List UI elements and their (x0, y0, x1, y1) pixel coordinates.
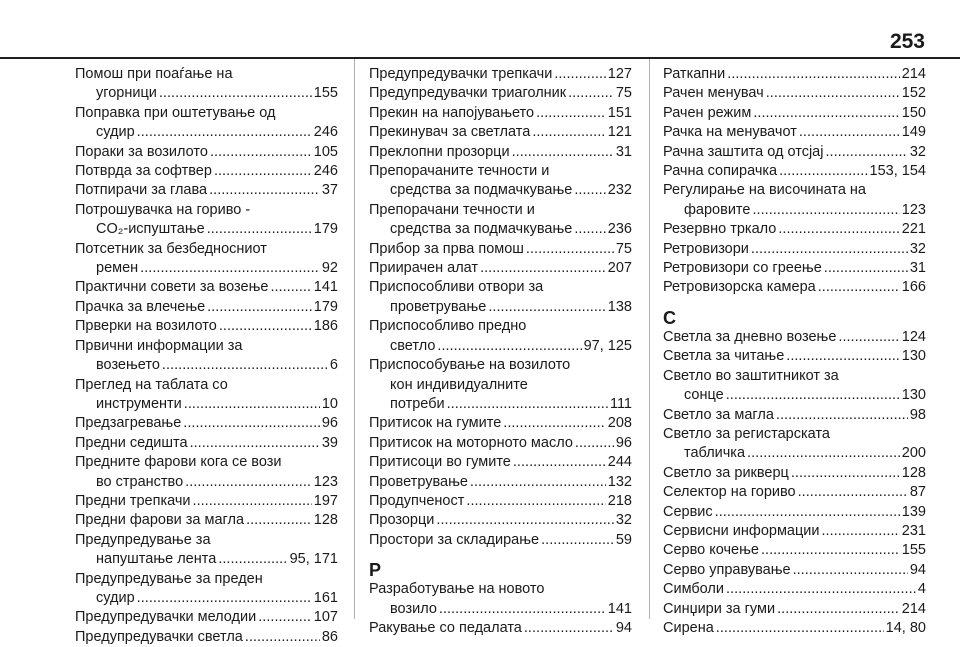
leader-dots (270, 278, 311, 297)
index-entry (369, 143, 632, 162)
leader-dots (798, 483, 908, 502)
entry-text: Светло за регистарската (663, 425, 830, 442)
leader-dots (466, 492, 605, 511)
index-entry (369, 453, 632, 472)
entry-text: напуштање лента (96, 551, 217, 568)
entry-text: сонце (684, 387, 724, 404)
index-entry (75, 337, 338, 376)
index-entry (75, 143, 338, 162)
entry-text: Сервисни информации (663, 522, 820, 539)
leader-dots (822, 522, 900, 541)
index-entry (75, 628, 338, 647)
page-ref: 179 (313, 298, 338, 315)
index-entry (663, 561, 926, 580)
leader-dots (524, 619, 614, 638)
leader-dots (776, 406, 908, 425)
entry-text: Предните фарови кога се вози (75, 454, 282, 471)
index-entry (663, 143, 926, 162)
leader-dots (838, 328, 899, 347)
leader-dots (747, 444, 900, 463)
leader-dots (574, 220, 605, 239)
index-entry (663, 84, 926, 103)
entry-text: Раткапни (663, 66, 726, 82)
page-ref: 10 (321, 395, 338, 412)
page-ref: 130 (901, 348, 926, 365)
index-entry (663, 541, 926, 560)
entry-text: проветрување (390, 298, 487, 315)
entry-text: Рачка на менувачот (663, 124, 797, 141)
leader-dots (824, 259, 908, 278)
index-entry (369, 619, 632, 638)
index-entry (663, 65, 926, 84)
page-ref: 161 (313, 589, 338, 606)
leader-dots (207, 220, 312, 239)
leader-dots (766, 84, 900, 103)
entry-text: Поправка при оштетување од (75, 104, 276, 121)
entry-text: Предупредување за (75, 531, 211, 548)
page-ref: 153, 154 (869, 163, 926, 180)
entry-text: Светла за читање (663, 348, 785, 365)
leader-dots (818, 278, 900, 297)
entry-text: Прачка за влечење (75, 298, 206, 315)
page-ref: 128 (901, 464, 926, 481)
leader-dots (193, 492, 312, 511)
page-ref: 107 (313, 609, 338, 626)
leader-dots (436, 511, 613, 530)
index-entry (663, 240, 926, 259)
index-entry (663, 503, 926, 522)
page-ref: 87 (909, 484, 926, 501)
leader-dots (183, 414, 320, 433)
entry-text: во странство (96, 473, 184, 490)
leader-dots (541, 531, 614, 550)
leader-dots (470, 473, 606, 492)
index-entry (369, 580, 632, 619)
page-ref: 186 (313, 318, 338, 335)
index-entry (75, 453, 338, 492)
entry-text: Приспособливи отвори за (369, 279, 544, 296)
page-ref: 31 (615, 143, 632, 160)
entry-text: Потврда за софтвер (75, 163, 212, 180)
entry-text: Светло во заштитникот за (663, 367, 839, 384)
index-entry (75, 298, 338, 317)
page-ref: 94 (909, 561, 926, 578)
entry-text: Серво управување (663, 561, 791, 578)
leader-dots (219, 317, 312, 336)
entry-text: Потрошувачка на гориво - (75, 201, 251, 218)
leader-dots (184, 395, 320, 414)
entry-text: Симболи (663, 581, 724, 598)
leader-dots (778, 220, 899, 239)
index-entry (369, 414, 632, 433)
entry-text: Предупредувачки триаголник (369, 85, 567, 102)
entry-text: Предупредувачки трепкачи (369, 66, 553, 82)
entry-text: Серво кочење (663, 542, 759, 559)
index-entry (663, 181, 926, 220)
leader-dots (258, 608, 312, 627)
page-ref: 197 (313, 492, 338, 509)
index-entry (663, 580, 926, 599)
page-ref: 37 (321, 182, 338, 199)
index-entry (663, 328, 926, 347)
entry-text: Практични совети за возење (75, 279, 269, 296)
page-ref: 246 (313, 163, 338, 180)
leader-dots (190, 434, 320, 453)
index-entry (75, 376, 338, 415)
entry-text: Прозорци (369, 512, 435, 529)
index-entry (75, 608, 338, 627)
entry-text: Резервно тркало (663, 221, 777, 238)
leader-dots (825, 143, 907, 162)
page-ref: 155 (313, 85, 338, 102)
page-ref: 149 (901, 124, 926, 141)
index-entry (75, 201, 338, 240)
index-entry (663, 406, 926, 425)
page-ref: 123 (901, 201, 926, 218)
index-entry (75, 65, 338, 104)
page-ref: 123 (313, 473, 338, 490)
index-entry (369, 123, 632, 142)
page-ref: 244 (607, 454, 632, 471)
leader-dots (777, 600, 900, 619)
entry-text: светло (390, 337, 436, 354)
leader-dots (786, 347, 900, 366)
index-column-2 (369, 65, 632, 638)
index-entry (369, 356, 632, 414)
leader-dots (437, 337, 581, 356)
leader-dots (439, 600, 606, 619)
entry-text: Притисоци во гумите (369, 454, 511, 471)
entry-text: Помош при поаѓање на (75, 66, 233, 82)
entry-text: средства за подмачкување (390, 221, 573, 238)
leader-dots (488, 298, 605, 317)
index-entry (75, 531, 338, 570)
leader-dots (726, 580, 916, 599)
entry-text: Препорачаните течности и (369, 163, 550, 180)
entry-text: Сирена (663, 619, 714, 636)
leader-dots (753, 104, 899, 123)
index-entry (75, 278, 338, 297)
index-entry (663, 347, 926, 366)
index-entry (75, 181, 338, 200)
page-ref: 221 (901, 221, 926, 238)
entry-text: Притисок на моторното масло (369, 434, 573, 451)
page-ref: 94 (615, 619, 632, 636)
entry-text: Потсетник за безбедносниот (75, 240, 267, 257)
page-ref: 150 (901, 104, 926, 121)
entry-text: CO₂-испуштање (96, 221, 205, 238)
index-entry (369, 240, 632, 259)
entry-text: Предни седишта (75, 434, 188, 451)
leader-dots (185, 473, 312, 492)
page-ref: 105 (313, 143, 338, 160)
entry-text: возењето (96, 357, 160, 374)
leader-dots (554, 65, 605, 84)
index-entry (663, 464, 926, 483)
index-entry (75, 317, 338, 336)
entry-text: Рачен режим (663, 104, 752, 121)
page-ref: 96 (615, 434, 632, 451)
leader-dots (574, 181, 605, 200)
entry-text: Светло за магла (663, 406, 774, 423)
entry-text: фаровите (684, 201, 751, 218)
page-ref: 14, 80 (885, 619, 926, 636)
entry-text: Предупредување за преден (75, 570, 263, 587)
leader-dots (568, 84, 614, 103)
entry-text: Препорачани течности и (369, 201, 535, 218)
index-entry (369, 492, 632, 511)
leader-dots (137, 589, 312, 608)
page-ref: 121 (607, 124, 632, 141)
leader-dots (512, 143, 614, 162)
entry-text: возило (390, 600, 437, 617)
leader-dots (575, 434, 614, 453)
index-entry (75, 511, 338, 530)
index-entry (663, 259, 926, 278)
entry-text: Ретровизорска камера (663, 279, 816, 296)
leader-dots (159, 84, 312, 103)
page-ref: 207 (607, 260, 632, 277)
page-ref: 208 (607, 415, 632, 432)
index-entry (369, 317, 632, 356)
leader-dots (214, 162, 312, 181)
page-ref: 231 (901, 522, 926, 539)
page-ref: 75 (615, 85, 632, 102)
leader-dots (791, 464, 900, 483)
entry-text: Синџири за гуми (663, 600, 776, 617)
index-entry (663, 600, 926, 619)
entry-text: Простори за складирање (369, 531, 540, 548)
entry-text: Ракување со педалата (369, 619, 522, 636)
page-ref: 166 (901, 279, 926, 296)
page-ref: 31 (909, 260, 926, 277)
page-ref: 214 (901, 66, 926, 82)
header-rule (0, 57, 960, 59)
page-ref: 75 (615, 240, 632, 257)
entry-text: Пораки за возилото (75, 143, 208, 160)
page-ref: 132 (607, 473, 632, 490)
index-column-1 (75, 65, 338, 647)
index-entry (663, 522, 926, 541)
index-entry (75, 570, 338, 609)
entry-text: судир (96, 124, 135, 141)
index-entry (369, 162, 632, 201)
page-ref: 32 (615, 512, 632, 529)
entry-text: Приирачен алат (369, 260, 479, 277)
column-divider (354, 59, 355, 619)
page-ref: 127 (607, 66, 632, 82)
entry-text: Предзагревање (75, 415, 182, 432)
entry-text: Преглед на таблата со (75, 376, 228, 393)
page-ref: 130 (901, 387, 926, 404)
entry-text: табличка (684, 445, 746, 462)
page-ref: 246 (313, 124, 338, 141)
entry-text: Потпирачи за глава (75, 182, 208, 199)
page-ref: 179 (313, 221, 338, 238)
entry-text: Предни трепкачи (75, 492, 191, 509)
leader-dots (715, 503, 900, 522)
index-entry (663, 123, 926, 142)
leader-dots (162, 356, 328, 375)
index-entry (663, 619, 926, 638)
index-entry (75, 240, 338, 279)
leader-dots (503, 414, 606, 433)
entry-text: Ретровизори (663, 240, 749, 257)
index-entry (369, 511, 632, 530)
page-ref: 124 (901, 328, 926, 345)
page-ref: 139 (901, 503, 926, 520)
leader-dots (209, 181, 320, 200)
index-entry (663, 367, 926, 406)
entry-text: потреби (390, 395, 445, 412)
index-entry (369, 259, 632, 278)
entry-text: Предупредувачки светла (75, 628, 243, 645)
entry-text: Прекин на напојувањето (369, 104, 535, 121)
index-entry (369, 84, 632, 103)
entry-text: Продупченост (369, 492, 465, 509)
page-ref: 218 (607, 492, 632, 509)
index-entry (75, 434, 338, 453)
page-ref: 96 (321, 415, 338, 432)
index-entry (369, 278, 632, 317)
leader-dots (532, 123, 605, 142)
entry-text: Предни фарови за магла (75, 512, 245, 529)
section-letter: Р (369, 560, 382, 581)
leader-dots (207, 298, 312, 317)
index-entry (663, 162, 926, 181)
entry-text: Рачна заштита од отсјај (663, 143, 824, 160)
page-ref: 155 (901, 542, 926, 559)
leader-dots (210, 143, 312, 162)
entry-text: Прибор за прва помош (369, 240, 524, 257)
leader-dots (793, 561, 908, 580)
entry-text: Регулирање на височината на (663, 182, 866, 199)
entry-text: судир (96, 589, 135, 606)
leader-dots (727, 65, 900, 84)
page-ref: 111 (609, 395, 632, 412)
index-entry (75, 162, 338, 181)
index-entry (663, 220, 926, 239)
index-entry (369, 473, 632, 492)
entry-text: Приспособливо предно (369, 318, 527, 335)
page-ref: 236 (607, 221, 632, 238)
leader-dots (246, 511, 312, 530)
leader-dots (218, 550, 287, 569)
page-ref: 32 (909, 240, 926, 257)
page-ref: 128 (313, 512, 338, 529)
entry-text: Светло за рикверц (663, 464, 789, 481)
entry-text: Селектор на гориво (663, 484, 796, 501)
entry-text: инструменти (96, 395, 182, 412)
index-entry (663, 483, 926, 502)
leader-dots (526, 240, 614, 259)
entry-text: угорници (96, 85, 157, 102)
page-ref: 97, 125 (583, 337, 632, 354)
entry-text: Рачна сопирачка (663, 163, 778, 180)
page-ref: 232 (607, 182, 632, 199)
page-ref: 214 (901, 600, 926, 617)
leader-dots (779, 162, 867, 181)
section-letter: С (663, 307, 676, 328)
entry-text: Прекинувач за светлата (369, 124, 531, 141)
index-entry (75, 414, 338, 433)
leader-dots (752, 201, 899, 220)
entry-text: Приспособување на возилото (369, 357, 571, 374)
entry-text: Предупредувачки мелодии (75, 609, 257, 626)
page-ref: 141 (607, 600, 632, 617)
leader-dots (536, 104, 606, 123)
entry-text: Ретровизори со греење (663, 260, 822, 277)
page-ref: 59 (615, 531, 632, 548)
leader-dots (513, 453, 606, 472)
leader-dots (137, 123, 312, 142)
page-ref: 138 (607, 298, 632, 315)
index-column-3 (663, 65, 926, 638)
page-ref: 98 (909, 406, 926, 423)
index-entry (663, 278, 926, 297)
page-ref: 92 (321, 260, 338, 277)
page-ref: 95, 171 (289, 551, 338, 568)
entry-text: Проветрување (369, 473, 468, 490)
page-ref: 86 (321, 628, 338, 645)
page-ref: 152 (901, 85, 926, 102)
page-ref: 200 (901, 445, 926, 462)
index-entry (369, 201, 632, 240)
index-entry (663, 425, 926, 464)
leader-dots (480, 259, 606, 278)
leader-dots (140, 259, 320, 278)
column-divider (649, 59, 650, 619)
leader-dots (751, 240, 908, 259)
entry-text: Сервис (663, 503, 713, 520)
leader-dots (245, 628, 320, 647)
page-number: 253 (889, 30, 925, 53)
entry-text: средства за подмачкување (390, 182, 573, 199)
entry-text: Светла за дневно возење (663, 328, 837, 345)
index-entry (75, 492, 338, 511)
page-ref: 4 (917, 581, 926, 598)
page-ref: 141 (313, 279, 338, 296)
entry-text: Разработување на новото (369, 581, 545, 598)
entry-text: Рачен менувач (663, 85, 764, 102)
entry-text: Притисок на гумите (369, 415, 502, 432)
index-entry (663, 104, 926, 123)
page-ref: 6 (329, 357, 338, 374)
page-ref: 151 (607, 104, 632, 121)
index-entry (369, 434, 632, 453)
entry-text: Преклопни прозорци (369, 143, 510, 160)
entry-text: Првични информации за (75, 337, 243, 354)
index-entry (369, 531, 632, 550)
entry-text: кон индивидуалните (390, 376, 528, 393)
page-ref: 39 (321, 434, 338, 451)
entry-text: ремен (96, 260, 139, 277)
page-ref: 32 (909, 143, 926, 160)
index-entry (369, 65, 632, 84)
leader-dots (726, 386, 900, 405)
index-entry (369, 104, 632, 123)
entry-text: Прверки на возилото (75, 318, 217, 335)
leader-dots (799, 123, 900, 142)
leader-dots (447, 395, 608, 414)
index-entry (75, 104, 338, 143)
leader-dots (716, 619, 884, 638)
leader-dots (761, 541, 900, 560)
